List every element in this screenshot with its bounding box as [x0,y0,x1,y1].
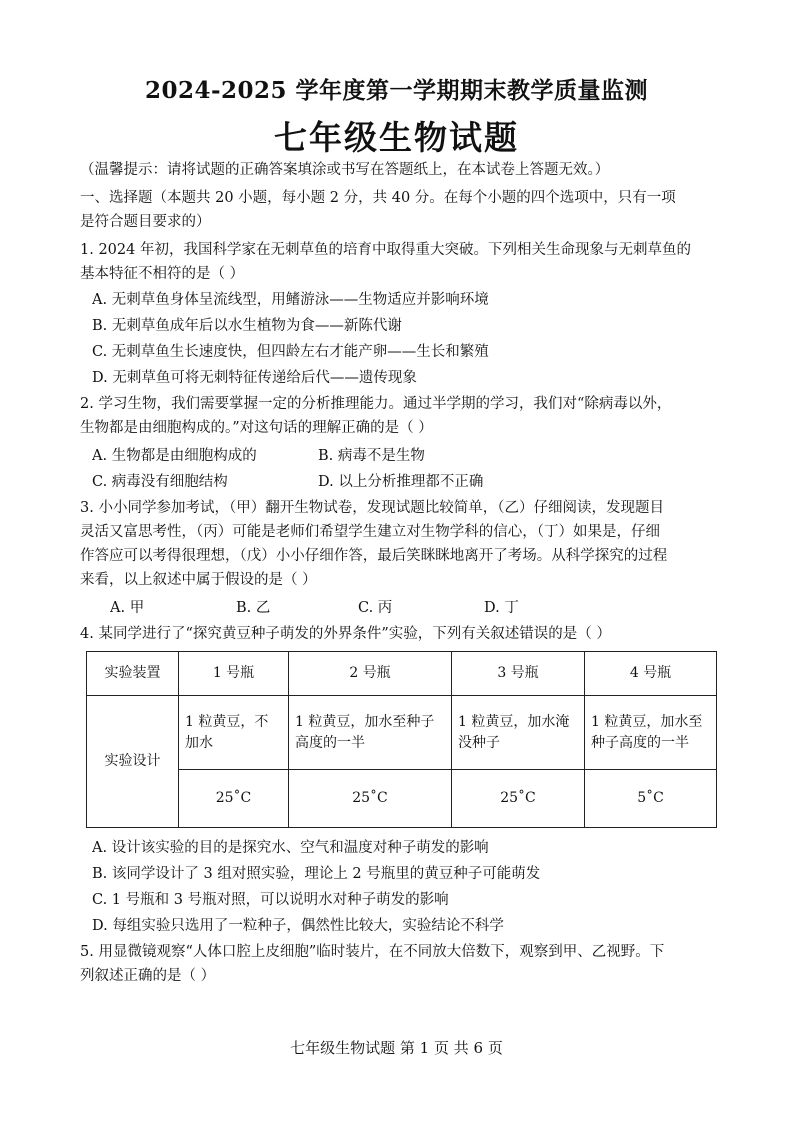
table-cell: 5˚C [585,770,717,828]
q1-stem-line2: 基本特征不相符的是（ ） [80,266,245,282]
table-header-cell: 2 号瓶 [289,652,452,696]
table-cell: 1 粒黄豆，加水淹没种子 [452,696,585,770]
q3-stem-line1: 3. 小小同学参加考试，（甲）翻开生物试卷，发现试题比较简单，（乙）仔细阅读，发现题目 [80,500,664,516]
q3-stem-line3: 作答应可以考得很理想，（戊）小小仔细作答，最后笑眯眯地离开了考场。从科学探究的过程 [80,548,668,564]
q1-option-c: C. 无刺草鱼生长速度快，但四龄左右才能产卵——生长和繁殖 [92,344,489,360]
q4-option-a: A. 设计该实验的目的是探究水、空气和温度对种子萌发的影响 [92,840,489,856]
q3-stem-line2: 灵活又富思考性，（丙）可能是老师们希望学生建立对生物学科的信心，（丁）如果是，仔细 [80,524,660,540]
q5-stem-line1: 5. 用显微镜观察“人体口腔上皮细胞”临时装片，在不同放大倍数下，观察到甲、乙视野。下 [80,944,665,960]
table-cell: 25˚C [289,770,452,828]
exam-title: 2024-2025 学年度第一学期期末教学质量监测 [144,77,649,104]
table-row-label: 实验设计 [87,696,179,828]
q2-option-d: D. 以上分析推理都不正确 [318,474,484,490]
q4-option-b: B. 该同学设计了 3 组对照实验，理论上 2 号瓶里的黄豆种子可能萌发 [92,866,541,882]
q1-option-a: A. 无刺草鱼身体呈流线型，用鳍游泳——生物适应并影响环境 [92,292,489,308]
q1-option-d: D. 无刺草鱼可将无刺特征传递给后代——遗传现象 [92,370,417,386]
q2-stem-line1: 2. 学习生物，我们需要掌握一定的分析推理能力。通过半学期的学习，我们对“除病毒以外， [80,396,672,412]
table-header-cell: 1 号瓶 [179,652,289,696]
table-cell: 1 粒黄豆，加水至种子高度的一半 [289,696,452,770]
q3-option-b: B. 乙 [236,600,271,616]
section1-intro-line1: 一、选择题（本题共 20 小题，每小题 2 分，共 40 分。在每个小题的四个选项中，只有一项 [80,190,676,206]
q2-option-a: A. 生物都是由细胞构成的 [92,448,257,464]
q3-option-d: D. 丁 [484,600,519,616]
q2-option-c: C. 病毒没有细胞结构 [92,474,228,490]
q1-option-b: B. 无刺草鱼成年后以水生植物为食——新陈代谢 [92,318,402,334]
q1-stem-line1: 1. 2024 年初，我国科学家在无刺草鱼的培育中取得重大突破。下列相关生命现象与无刺草鱼的 [80,242,691,258]
q3-option-a: A. 甲 [110,600,145,616]
table-row [87,696,717,770]
q4-option-c: C. 1 号瓶和 3 号瓶对照，可以说明水对种子萌发的影响 [92,892,449,908]
table-cell: 1 粒黄豆，不加水 [179,696,289,770]
q2-stem-line2: 生物都是由细胞构成的。”对这句话的理解正确的是（ ） [80,420,433,436]
section1-intro-line2: 是符合题目要求的） [80,214,211,230]
table-cell: 25˚C [452,770,585,828]
q2-option-b: B. 病毒不是生物 [318,448,425,464]
table-header-row [87,652,717,696]
experiment-table [86,651,717,828]
q5-stem-line2: 列叙述正确的是（ ） [80,968,216,984]
table-header-cell: 4 号瓶 [585,652,717,696]
table-header-cell: 实验装置 [87,652,179,696]
table-row [87,770,717,828]
exam-subtitle: 七年级生物试题 [274,118,519,157]
table-cell: 25˚C [179,770,289,828]
notice-text: （温馨提示：请将试题的正确答案填涂或书写在答题纸上，在本试卷上答题无效。） [80,162,610,178]
q4-stem-line1: 4. 某同学进行了“探究黄豆种子萌发的外界条件”实验，下列有关叙述错误的是（ ） [80,626,611,642]
q3-option-c: C. 丙 [358,600,393,616]
q4-option-d: D. 每组实验只选用了一粒种子，偶然性比较大，实验结论不科学 [92,918,504,934]
page-footer: 七年级生物试题 第 1 页 共 6 页 [290,1039,503,1057]
table-cell: 1 粒黄豆，加水至种子高度的一半 [585,696,717,770]
q3-stem-line4: 来看，以上叙述中属于假设的是（ ） [80,572,317,588]
table-header-cell: 3 号瓶 [452,652,585,696]
